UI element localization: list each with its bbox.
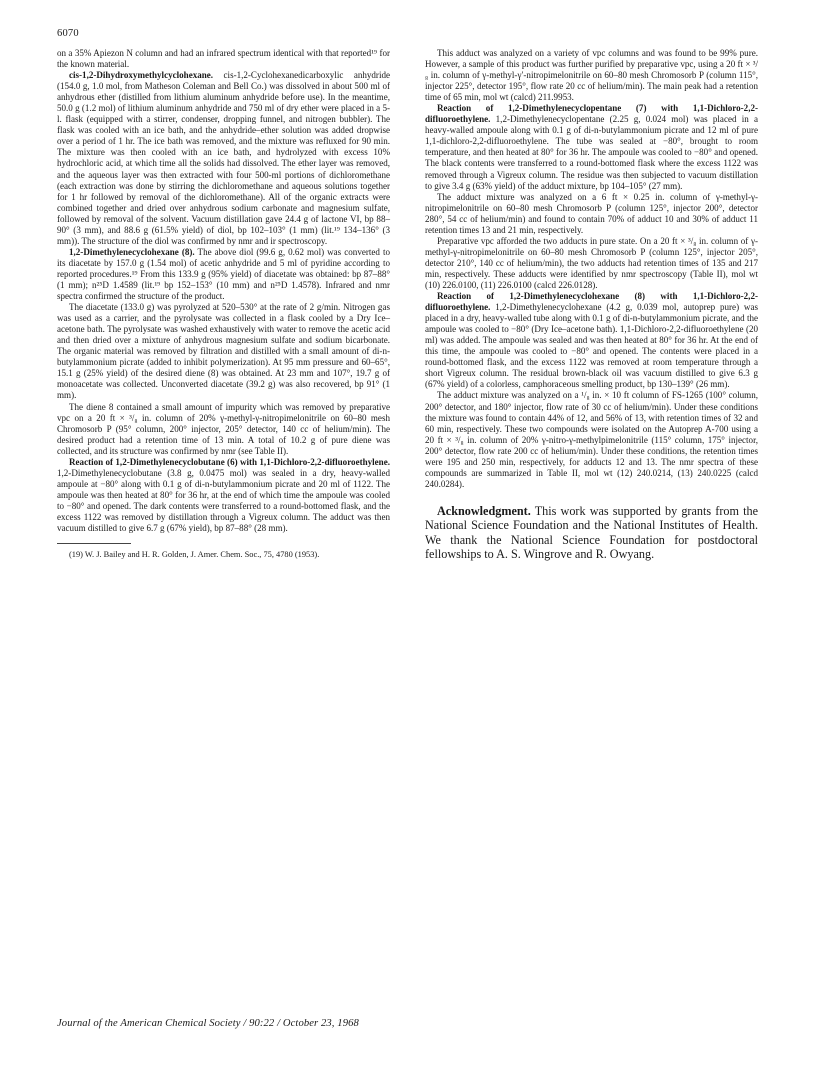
- paragraph: The diacetate (133.0 g) was pyrolyzed at 520–530° at the rate of 2 g/min. Nitrogen gas was used as a carrier, and the pyrolysate was collected in a flask cooled by a Dry Ice–acetone bath. The pyrolysate was washed exhaustively with water to remove the acetic acid and then dried over a mixture of anhydrous magnesium sulfate and sodium bicarbonate. The organic material was removed by filtration and distilled with a small amount of di-n-butylammonium picrate (added to inhibit polymerization). At 95 mm pressure and 60–65°, 15.1 g (25% yield) of the desired diene (8) was obtained. At 23 mm and 107°, 19.7 g of monoacetate was collected. Unconverted diacetate (39.2 g) was also recovered, bp 91° (1 mm).: [57, 302, 390, 401]
- procedure-body: The above diol (99.6 g, 0.62 mol) was converted to its diacetate by 157.0 g (1.54 mol) of acetic anhydride and 5 ml of pyridine according to reported procedures.¹⁹ From this 133.9 g (95% yield) of diacetate was obtained: bp 87–88° (1 mm); n²⁵D 1.4589 (lit.¹⁹ bp 152–153° (10 mm) and n²⁵D 1.4578). Infrared and nmr spectra confirmed the structure of the product.: [57, 246, 390, 302]
- footnote-divider: [57, 543, 131, 544]
- paragraph: on a 35% Apiezon N column and had an infrared spectrum identical with that reported¹⁹ for the known material.: [57, 48, 390, 70]
- journal-footer: Journal of the American Chemical Society / 90:22 / October 23, 1968: [57, 1018, 359, 1029]
- procedure-heading: cis-1,2-Dihydroxymethylcyclohexane.: [69, 70, 214, 81]
- acknowledgment-heading: Acknowledgment.: [437, 503, 531, 518]
- acknowledgment-body: This work was supported by grants from the National Science Foundation and the National Institutes of Health. We thank the National Science Foundation for postdoctoral fellowships to A. S. Wingrove and R. Owyang.: [425, 503, 758, 562]
- paragraph: Preparative vpc afforded the two adducts in pure state. On a 20 ft × ³/₈ in. column of γ-methyl-γ-nitropimelonitrile on 60–80 mesh Chromosorb P (column 125°, injector 205°, detector 210°, 140 cc of helium/min), the two adducts had retention times of 135 and 217 min, respectively. These adducts were identified by nmr spectroscopy (Table II), mol wt (10) 226.0100, (11) 226.0100 (calcd 226.0128).: [425, 235, 758, 290]
- paragraph: This adduct was analyzed on a variety of vpc columns and was found to be 99% pure. However, a sample of this product was further purified by preparative vpc, using a 20 ft × ³/₈ in. column of γ-methyl-γ′-nitropimelonitrile on 60–80 mesh Chromosorb P (column 115°, injector 225°, detector 195°, flow rate 20 cc of helium/min). The main peak had a retention time of 65 min, mol wt (calcd) 211.9953.: [425, 48, 758, 103]
- left-column: [57, 48, 390, 560]
- acknowledgment: [425, 504, 758, 562]
- procedure-dimethylenecyclohexane: [57, 247, 390, 302]
- procedure-body: 1,2-Dimethylenecyclopentane (2.25 g, 0.024 mol) was placed in a heavy-walled ampoule along with 0.1 g of di-n-butylammonium picrate and 12 ml of pure 1,1-dichloro-2,2-difluoroethylene. The tube was sealed at −80°, brought to room temperature, and then heated at 80° for 36 hr. The ampoule was cooled to −80° and opened. The black contents were transferred to a round-bottomed flask where the excess 1122 was removed through a Vigreux column. The residue was then subjected to vacuum distillation to give 3.4 g (63% yield) of the adduct mixture, bp 104–105° (27 mm).: [425, 114, 758, 191]
- paragraph: The diene 8 contained a small amount of impurity which was removed by preparative vpc on a 20 ft × ³/₈ in. column of 20% γ-methyl-γ-nitropimelonitrile on 60–80 mesh Chromosorb P (95° column, 200° injector, 205° detector, 140 cc of helium/min). The desired product had a retention time of 13 min. A total of 10.2 g of pure diene was collected, and its structure was confirmed by nmr (see Table II).: [57, 401, 390, 456]
- procedure-dihydroxymethylcyclohexane: [57, 70, 390, 247]
- procedure-body: 1,2-Dimethylenecyclohexane (4.2 g, 0.039 mol, autoprep pure) was placed in a dry, heavy-walled tube along with 0.1 g of di-n-butylammonium picrate, and the ampoule was cooled to −80° (Dry Ice–acetone bath). 1,1-Dichloro-2,2-difluoroethylene (20 ml) was added. The ampoule was sealed and was then heated at 80° for 36 hr. At the end of this time, the ampoule was cooled to −80° and opened. The contents were placed in a round-bottomed flask, and the excess 1122 was removed at room temperature through a short Vigreux column. The residual brown-black oil was vacuum distilled to give 6.3 g (67% yield) of a colorless, camphoraceous smelling product, bp 130–139° (26 mm).: [425, 302, 758, 390]
- procedure-reaction-cyclopentane: [425, 103, 758, 191]
- procedure-heading: 1,2-Dimethylenecyclohexane (8).: [69, 246, 195, 257]
- procedure-reaction-cyclohexane: [425, 291, 758, 390]
- procedure-heading: Reaction of 1,2-Dimethylenecyclohexane (8) with 1,1-Dichloro-2,2-difluoroethylene.: [425, 291, 758, 313]
- page-number: 6070: [57, 28, 79, 39]
- procedure-heading: Reaction of 1,2-Dimethylenecyclobutane (6) with 1,1-Dichloro-2,2-difluoroethylene.: [69, 456, 390, 467]
- procedure-heading: Reaction of 1,2-Dimethylenecyclopentane (7) with 1,1-Dichloro-2,2-difluoroethylene.: [425, 103, 758, 125]
- paragraph: The adduct mixture was analyzed on a 6 ft × 0.25 in. column of γ-methyl-γ-nitropimelonitrile on 60–80 mesh Chromosorb P (column 125°, injector 200°, detector 280°, 54 cc of helium/min) and found to contain 70% of adduct 10 and 30% of adduct 11 retention times 13 and 21 min, respectively.: [425, 191, 758, 235]
- footnote: (19) W. J. Bailey and H. R. Golden, J. Amer. Chem. Soc., 75, 4780 (1953).: [69, 550, 320, 560]
- paragraph: The adduct mixture was analyzed on a ¹/₈ in. × 10 ft column of FS-1265 (100° column, 200° detector, and 180° injector, flow rate of 30 cc of helium/min). Under these conditions the mixture was found to contain 44% of 12, and 56% of 13, with retention times of 32 and 60 min, respectively. These two compounds were isolated on the Autoprep A-700 using a 20 ft × ³/₈ in. column of 20% γ-nitro-γ-methylpimelonitrile (115° column, 175° injector, 200° detector, flow rate 200 cc of helium/min). Under these conditions, the retention times were 195 and 250 min, respectively, for adducts 12 and 13. The nmr spectra of these compounds are summarized in Table II, mol wt (12) 240.0214, (13) 240.0225 (calcd 240.0284).: [425, 390, 758, 489]
- right-column: [425, 48, 758, 562]
- procedure-body: 1,2-Dimethylenecyclobutane (3.8 g, 0.0475 mol) was sealed in a dry, heavy-walled ampoule at −80° along with 0.1 g of di-n-butylammonium picrate and 20 ml of 1122. The ampoule was then heated at 80° for 36 hr, at the end of which time the ampoule was cooled to −80° and opened. The dark contents were transferred to a round-bottomed flask, and the excess 1122 was removed by distillation through a Vigreux column. The adduct was then vacuum distilled to give 6.7 g (67% yield), bp 87–88° (28 mm).: [57, 467, 390, 534]
- procedure-reaction-cyclobutane: [57, 457, 390, 534]
- procedure-body: cis-1,2-Cyclohexanedicarboxylic anhydride (154.0 g, 1.0 mol, from Matheson Coleman and Bell Co.) was dissolved in about 500 ml of anhydrous ether (distilled from lithium aluminum anhydride before use). In the meantime, 50.0 g (1.2 mol) of lithium aluminum anhydride and 750 ml of dry ether were placed in a 5-l. flask (equipped with a stirrer, condenser, dropping funnel, and nitrogen bubbler). The flask was cooled with an ice bath, and the anhydride–ether solution was added dropwise over a period of 1 hr. The ice bath was removed, and the mixture was refluxed for 90 min. The mixture was then cooled with an ice bath, and hydrolyzed with excess 10% hydrochloric acid, at which time all the solids had dissolved. The ether layer was removed, and the aqueous layer was then extracted with four 500-ml portions of dichloromethane (each extraction was done by stirring the dichloromethane and aqueous solutions together for 1 hr followed by removal of the dichloromethane). All of the organic extracts were combined together and dried over anhydrous sodium carbonate and magnesium sulfate, followed by removal of the solvent. Vacuum distillation gave 24.4 g of lactone VI, bp 88–90° (3 mm), and 88.6 g (61.5% yield) of diol, bp 102–103° (1 mm) (lit.¹⁹ 134–136° (3 mm)). The structure of the diol was confirmed by nmr and ir spectroscopy.: [57, 70, 390, 246]
